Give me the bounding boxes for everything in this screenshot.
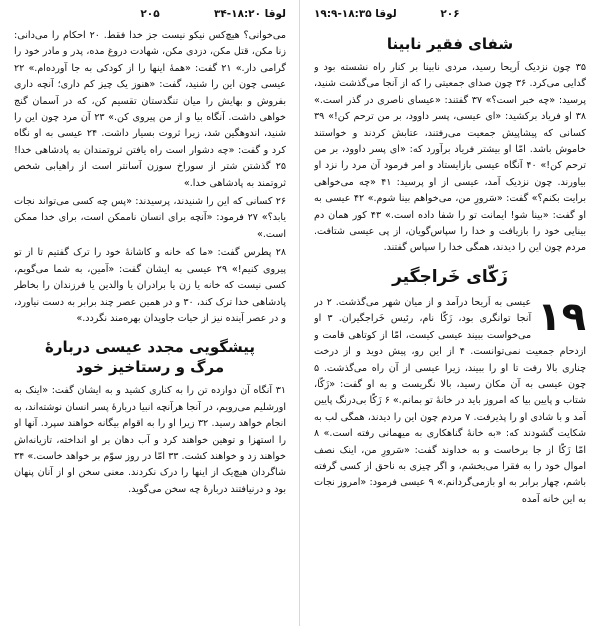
right-section-heading-1: شفای فقیر نابینا bbox=[386, 35, 514, 53]
right-paragraph-2-wrapper bbox=[314, 295, 586, 508]
right-page-number: ۲۰۶ bbox=[440, 8, 460, 20]
right-running-reference: لوقا ۱۸:۳۵-۱۹:۹ bbox=[314, 8, 397, 20]
left-paragraph-1: می‌خوانی؟ هیچ‌کس نیکو نیست جز خدا فقط. ۲۰ احکام را می‌دانی: زنا مکن، قتل مکن، دزدی مکن، شهادت دروغ مده، پدر و مادر خود را گرامی دار.» ۲۱ گفت: «همهٔ اینها را از کودکی به جا آورده‌ام.» ۲۲ عیسی چون این را شنید، گفت: «هنوز یک چیز کم داری؛ آنچه داری بفروش و بهایش را میان تنگدستان تقسیم کن، که در آسمان گنج خواهی داشت. آنگاه بیا و از من پیروی کن.» ۲۳ آن مرد چون این را شنید، اندوهگین شد، زیرا ثروت بسیار داشت. ۲۴ عیسی به او نگاه کرد و گفت: «چه دشوار است راه یافتن ثروتمندان به پادشاهی خدا! ۲۵ گذشتن شتر از سوراخ سوزن آسانتر است از راهیابی شخص ثروتمند به پادشاهی خدا.» bbox=[14, 30, 286, 189]
left-running-head bbox=[14, 8, 286, 24]
right-page bbox=[300, 0, 600, 626]
left-page-body bbox=[14, 28, 286, 620]
right-running-head bbox=[314, 8, 586, 24]
left-section-heading bbox=[14, 337, 286, 377]
right-paragraph-1: ۳۵ چون نزدیک اَریحا رسید، مردی نابینا بر کنار راه نشسته بود و گدایی می‌کرد. ۳۶ چون صدای جمعیتی را که از آنجا می‌گذشت شنید، پرسید: «چه خبر است؟» ۳۷ گفتند: «عیسای ناصری در گذر است.» ۳۸ او فریاد برکشید: «ای عیسی، پسر داوود، بر من ترحم کن!» ۳۹ کسانی که پیشاپیش جمعیت می‌رفتند، عتابش کردند و خواستند خاموش باشد. امّا او بیشتر فریاد برآورد که: «ای پسر داوود، بر من ترحم کن!» ۴۰ آنگاه عیسی بازایستاد و امر فرمود آن مرد را نزد او بیاورند. چون نزدیک آمد، عیسی از او پرسید: ۴۱ «چه می‌خواهی برایت بکنم؟» گفت: «سَرورِ من، می‌خواهم بینا شوم.» ۴۲ عیسی به او گفت: «بینا شو! ایمانت تو را شفا داده است.» ۴۳ کور همان دم بینایی خود را بازیافت و خدا را سپاس‌گویان، از پی عیسی شتافت. مردم چون این را دیدند، همگی خدا را سپاس گفتند. bbox=[314, 62, 586, 254]
right-section-heading-2: زَکّای خَراجگیر bbox=[392, 266, 508, 287]
left-section-heading-line-1: پیشگویی مجدد عیسی دربارهٔ bbox=[45, 338, 255, 357]
left-running-reference: لوقا ۱۸:۲۰-۳۴ bbox=[213, 8, 286, 20]
left-paragraph-2: ۲۶ کسانی که این را شنیدند، پرسیدند: «پس چه کسی می‌تواند نجات یابد؟» ۲۷ فرمود: «آنچه برای انسان ناممکن است، برای خدا ممکن است.» bbox=[14, 196, 286, 240]
right-page-body bbox=[314, 28, 586, 620]
left-section-paragraph: ۳۱ آنگاه آن دوازده تن را به کناری کشید و به ایشان گفت: «اینک به اورشلیم می‌رویم، در آنجا هرآنچه انبیا دربارهٔ پسر انسان نوشته‌اند، به انجام خواهد رسید. ۳۲ زیرا او را به اقوام بیگانه خواهند سپرد. آنها او را استهزا و توهین خواهند کرد و آب دهان بر او انداخته، تازیانه‌اش خواهند زد و خواهند کشت. ۳۳ امّا در روز سوّم بر خواهد خاست.» ۳۴ شاگردان هیچ‌یک از اینها را درک نکردند. معنی سخن او از آنان پنهان بود و درنیافتند دربارهٔ چه سخن می‌گوید. bbox=[14, 385, 286, 495]
left-paragraph-3: ۲۸ پطرس گفت: «ما که خانه و کاشانهٔ خود را ترک گفتیم تا از تو پیروی کنیم!» ۲۹ عیسی به ایشان گفت: «آمین، به شما می‌گویم، کسی نیست که خانه یا زن یا برادران یا والدین یا فرزندان را بخاطر پادشاهی خدا ترک کند، ۳۰ و در همین عصر چند برابر به دست نیاورد، و در عصر آینده نیز از حیات جاویدان بهره‌مند نگردد.» bbox=[14, 247, 286, 324]
left-page-number: ۲۰۵ bbox=[140, 8, 160, 20]
right-paragraph-2: عیسی به اَریحا درآمد و از میان شهر می‌گذشت. ۲ در آنجا توانگری بود، زَکّا نام، رئیس خَراجگیران. ۳ او می‌خواست ببیند عیسی کیست، امّا از کوتاهی قامت و ازدحام جمعیت نمی‌توانست. ۴ از این رو، پیش دوید و از درخت چناری بالا رفت تا او را ببیند، زیرا عیسی از آن راه می‌گذشت. ۵ چون عیسی به آن مکان رسید، بالا نگریست و به او گفت: «زَکّا، شتاب و پایین بیا که امروز باید در خانهٔ تو بمانم.» ۶ زَکّا بی‌درنگ پایین آمد و با شادی او را پذیرفت. ۷ مردم چون این را دیدند، همگی لب به شکایت گشودند که: «به خانهٔ گناهکاری به میهمانی رفته است.» ۸ امّا زَکّا از جا برخاست و به خداوند گفت: «سَرورِ من، اینک نصف اموال خود را به فقرا می‌بخشم، و اگر چیزی به ناحق از کسی گرفته باشم، چهار برابر به او بازمی‌گردانم.» ۹ عیسی فرمود: «امروز نجات به این خانه آمده bbox=[314, 296, 586, 505]
chapter-number: ۱۹ bbox=[537, 293, 586, 340]
left-section-heading-line-2: مرگ و رستاخیز خود bbox=[75, 358, 225, 377]
